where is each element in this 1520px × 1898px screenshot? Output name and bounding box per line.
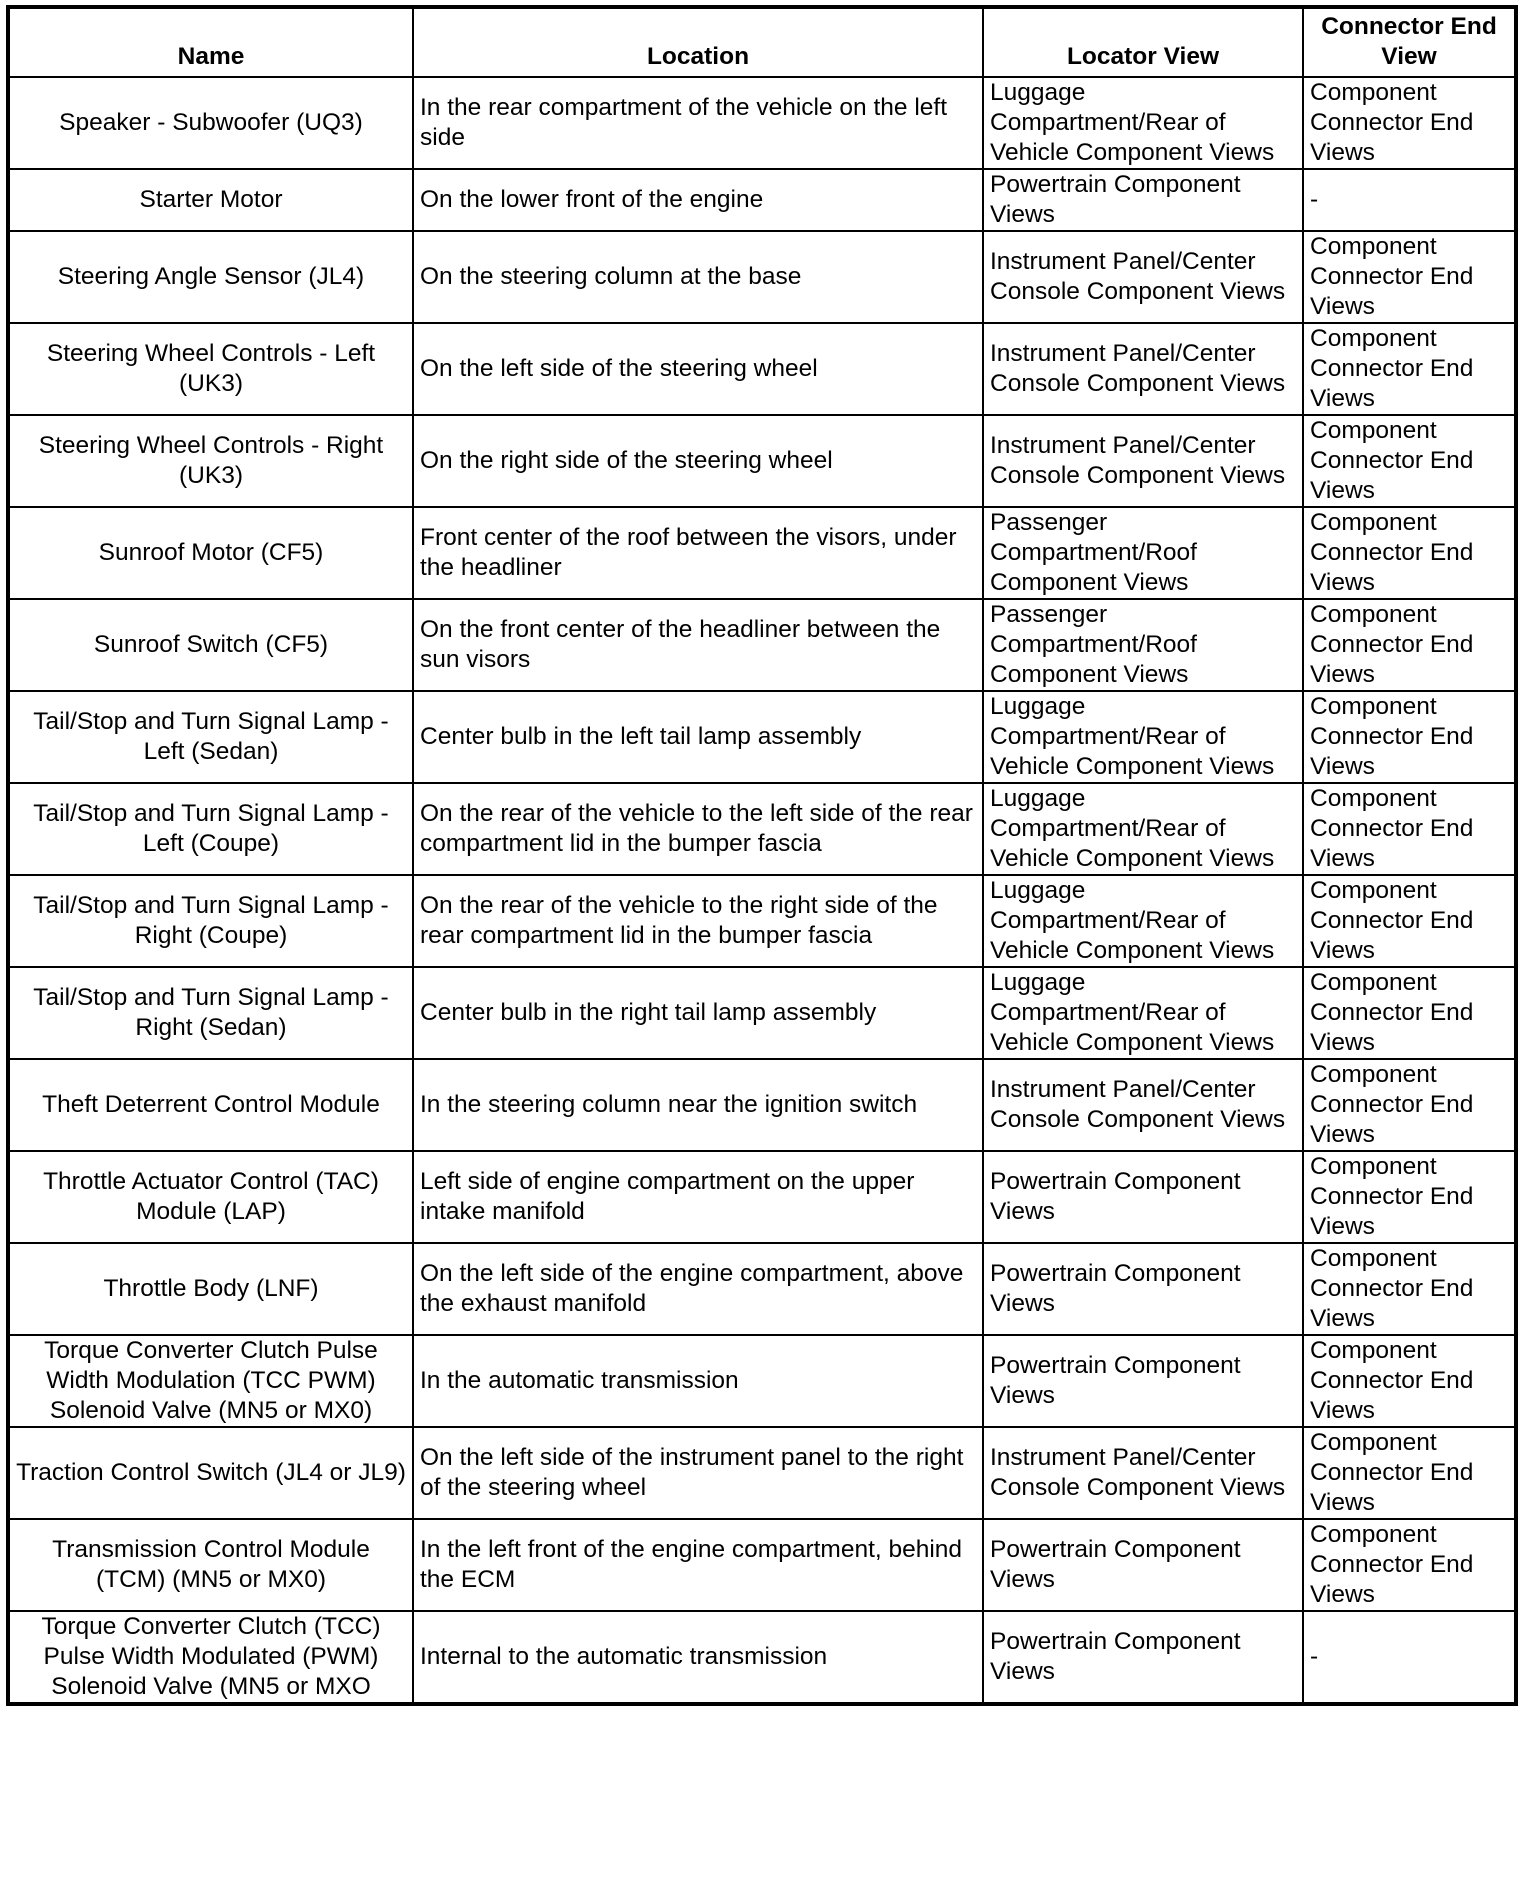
table-row xyxy=(8,875,1516,967)
table-row xyxy=(8,323,1516,415)
cell-connector-end-view: Component Connector End Views xyxy=(1303,77,1516,169)
table-row xyxy=(8,1519,1516,1611)
cell-location: On the left side of the instrument panel to the right of the steering wheel xyxy=(413,1427,983,1519)
cell-locator-view: Luggage Compartment/Rear of Vehicle Component Views xyxy=(983,783,1303,875)
cell-locator-view: Luggage Compartment/Rear of Vehicle Component Views xyxy=(983,967,1303,1059)
cell-location: On the right side of the steering wheel xyxy=(413,415,983,507)
cell-connector-end-view: Component Connector End Views xyxy=(1303,691,1516,783)
cell-name: Tail/Stop and Turn Signal Lamp - Right (Coupe) xyxy=(8,875,413,967)
header-row xyxy=(8,7,1516,77)
cell-locator-view: Powertrain Component Views xyxy=(983,1519,1303,1611)
cell-location: On the left side of the engine compartment, above the exhaust manifold xyxy=(413,1243,983,1335)
cell-connector-end-view: Component Connector End Views xyxy=(1303,783,1516,875)
cell-connector-end-view: - xyxy=(1303,1611,1516,1704)
header-connector-end-view: Connector End View xyxy=(1303,7,1516,77)
table-row xyxy=(8,77,1516,169)
table-row xyxy=(8,169,1516,231)
table-row xyxy=(8,967,1516,1059)
cell-location: In the left front of the engine compartment, behind the ECM xyxy=(413,1519,983,1611)
table-row xyxy=(8,599,1516,691)
cell-name: Sunroof Switch (CF5) xyxy=(8,599,413,691)
cell-location: Center bulb in the right tail lamp assembly xyxy=(413,967,983,1059)
cell-location: Front center of the roof between the visors, under the headliner xyxy=(413,507,983,599)
cell-location: On the lower front of the engine xyxy=(413,169,983,231)
cell-location: On the rear of the vehicle to the left side of the rear compartment lid in the bumper fascia xyxy=(413,783,983,875)
cell-locator-view: Instrument Panel/Center Console Component Views xyxy=(983,1059,1303,1151)
cell-name: Torque Converter Clutch Pulse Width Modulation (TCC PWM) Solenoid Valve (MN5 or MX0) xyxy=(8,1335,413,1427)
cell-locator-view: Instrument Panel/Center Console Component Views xyxy=(983,1427,1303,1519)
cell-name: Sunroof Motor (CF5) xyxy=(8,507,413,599)
cell-connector-end-view: Component Connector End Views xyxy=(1303,1519,1516,1611)
table-row xyxy=(8,783,1516,875)
cell-location: Center bulb in the left tail lamp assembly xyxy=(413,691,983,783)
cell-connector-end-view: Component Connector End Views xyxy=(1303,1335,1516,1427)
cell-locator-view: Powertrain Component Views xyxy=(983,1151,1303,1243)
cell-locator-view: Instrument Panel/Center Console Component Views xyxy=(983,415,1303,507)
cell-connector-end-view: Component Connector End Views xyxy=(1303,1243,1516,1335)
cell-connector-end-view: Component Connector End Views xyxy=(1303,507,1516,599)
table-row xyxy=(8,1335,1516,1427)
cell-name: Steering Angle Sensor (JL4) xyxy=(8,231,413,323)
cell-connector-end-view: Component Connector End Views xyxy=(1303,599,1516,691)
cell-location: On the left side of the steering wheel xyxy=(413,323,983,415)
header-name: Name xyxy=(8,7,413,77)
cell-locator-view: Luggage Compartment/Rear of Vehicle Component Views xyxy=(983,691,1303,783)
cell-name: Throttle Actuator Control (TAC) Module (LAP) xyxy=(8,1151,413,1243)
cell-name: Starter Motor xyxy=(8,169,413,231)
cell-name: Torque Converter Clutch (TCC) Pulse Width Modulated (PWM) Solenoid Valve (MN5 or MXO xyxy=(8,1611,413,1704)
table-row xyxy=(8,1611,1516,1704)
cell-locator-view: Luggage Compartment/Rear of Vehicle Component Views xyxy=(983,875,1303,967)
cell-name: Speaker - Subwoofer (UQ3) xyxy=(8,77,413,169)
cell-locator-view: Powertrain Component Views xyxy=(983,1611,1303,1704)
cell-name: Tail/Stop and Turn Signal Lamp - Right (Sedan) xyxy=(8,967,413,1059)
cell-location: In the steering column near the ignition switch xyxy=(413,1059,983,1151)
cell-connector-end-view: Component Connector End Views xyxy=(1303,231,1516,323)
table-row xyxy=(8,1243,1516,1335)
cell-connector-end-view: Component Connector End Views xyxy=(1303,875,1516,967)
cell-connector-end-view: Component Connector End Views xyxy=(1303,415,1516,507)
cell-location: Left side of engine compartment on the upper intake manifold xyxy=(413,1151,983,1243)
cell-locator-view: Passenger Compartment/Roof Component Views xyxy=(983,507,1303,599)
cell-location: In the automatic transmission xyxy=(413,1335,983,1427)
table-row xyxy=(8,415,1516,507)
cell-locator-view: Passenger Compartment/Roof Component Views xyxy=(983,599,1303,691)
cell-connector-end-view: Component Connector End Views xyxy=(1303,323,1516,415)
table-row xyxy=(8,507,1516,599)
cell-connector-end-view: Component Connector End Views xyxy=(1303,1151,1516,1243)
cell-locator-view: Luggage Compartment/Rear of Vehicle Component Views xyxy=(983,77,1303,169)
table-row xyxy=(8,1427,1516,1519)
cell-location: In the rear compartment of the vehicle on the left side xyxy=(413,77,983,169)
cell-name: Theft Deterrent Control Module xyxy=(8,1059,413,1151)
cell-location: On the front center of the headliner between the sun visors xyxy=(413,599,983,691)
table-row xyxy=(8,231,1516,323)
component-locator-table xyxy=(6,5,1518,1706)
component-locator-table-container xyxy=(6,5,1514,1706)
cell-location: On the steering column at the base xyxy=(413,231,983,323)
cell-locator-view: Powertrain Component Views xyxy=(983,1335,1303,1427)
table-header xyxy=(8,7,1516,77)
cell-name: Steering Wheel Controls - Right (UK3) xyxy=(8,415,413,507)
cell-name: Traction Control Switch (JL4 or JL9) xyxy=(8,1427,413,1519)
table-body xyxy=(8,77,1516,1704)
cell-locator-view: Powertrain Component Views xyxy=(983,1243,1303,1335)
cell-name: Steering Wheel Controls - Left (UK3) xyxy=(8,323,413,415)
header-location: Location xyxy=(413,7,983,77)
table-row xyxy=(8,691,1516,783)
cell-connector-end-view: Component Connector End Views xyxy=(1303,1427,1516,1519)
cell-name: Tail/Stop and Turn Signal Lamp - Left (Sedan) xyxy=(8,691,413,783)
cell-location: Internal to the automatic transmission xyxy=(413,1611,983,1704)
cell-locator-view: Powertrain Component Views xyxy=(983,169,1303,231)
cell-connector-end-view: Component Connector End Views xyxy=(1303,1059,1516,1151)
cell-name: Transmission Control Module (TCM) (MN5 or MX0) xyxy=(8,1519,413,1611)
table-row xyxy=(8,1151,1516,1243)
table-row xyxy=(8,1059,1516,1151)
header-locator-view: Locator View xyxy=(983,7,1303,77)
cell-locator-view: Instrument Panel/Center Console Component Views xyxy=(983,323,1303,415)
cell-name: Throttle Body (LNF) xyxy=(8,1243,413,1335)
cell-connector-end-view: - xyxy=(1303,169,1516,231)
cell-locator-view: Instrument Panel/Center Console Component Views xyxy=(983,231,1303,323)
cell-connector-end-view: Component Connector End Views xyxy=(1303,967,1516,1059)
cell-location: On the rear of the vehicle to the right side of the rear compartment lid in the bumper fascia xyxy=(413,875,983,967)
cell-name: Tail/Stop and Turn Signal Lamp - Left (Coupe) xyxy=(8,783,413,875)
